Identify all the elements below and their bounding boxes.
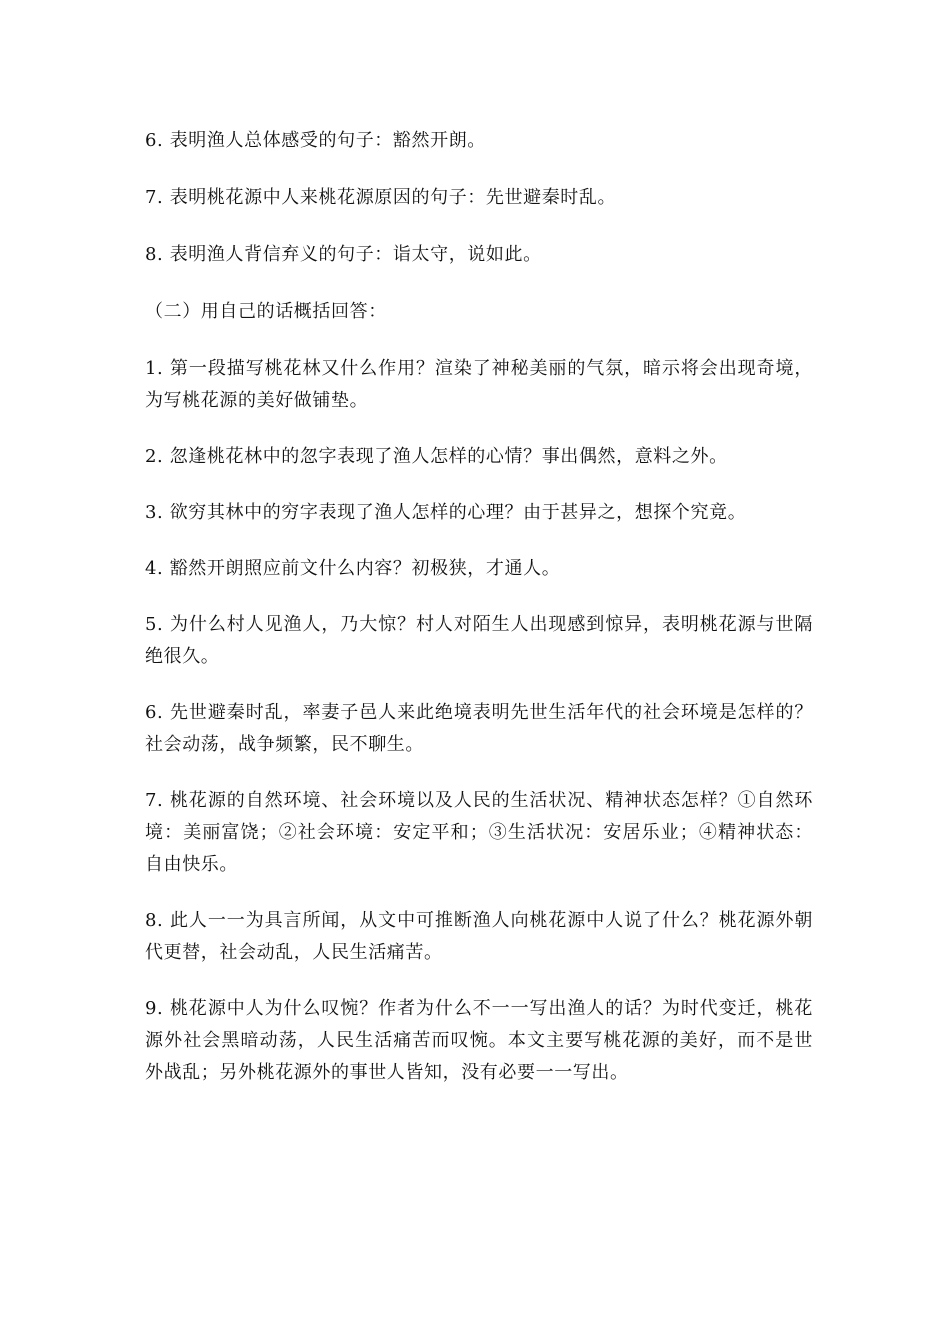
question-1: 1. 第一段描写桃花林又什么作用？渲染了神秘美丽的气氛，暗示将会出现奇境，为写桃花源的美好做铺垫。 [145,358,813,411]
question-3: 3. 欲穷其林中的穷字表现了渔人怎样的心理？由于甚异之，想探个究竟。 [145,502,747,523]
question-5: 5. 为什么村人见渔人，乃大惊？村人对陌生人出现感到惊异，表明桃花源与世隔绝很久。 [145,614,813,667]
document-body [145,125,813,1089]
question-6: 6. 先世避秦时乱，率妻子邑人来此绝境表明先世生活年代的社会环境是怎样的？社会动荡，战争频繁，民不聊生。 [145,702,813,755]
question-9: 9. 桃花源中人为什么叹惋？作者为什么不一一写出渔人的话？为时代变迁，桃花源外社会黑暗动荡，人民生活痛苦而叹惋。本文主要写桃花源的美好，而不是世外战乱；另外桃花源外的事世人皆知，没有必要一一写出。 [145,998,813,1083]
answer-7-reason: 7. 表明桃花源中人来桃花源原因的句子：先世避秦时乱。 [145,187,617,208]
question-4: 4. 豁然开朗照应前文什么内容？初极狭，才通人。 [145,558,561,579]
answer-6-feeling: 6. 表明渔人总体感受的句子：豁然开朗。 [145,130,486,151]
question-8: 8. 此人一一为具言所闻，从文中可推断渔人向桃花源中人说了什么？桃花源外朝代更替，社会动乱，人民生活痛苦。 [145,910,813,963]
question-2: 2. 忽逢桃花林中的忽字表现了渔人怎样的心情？事出偶然，意料之外。 [145,446,728,467]
section-heading: （二）用自己的话概括回答： [145,301,387,322]
answer-8-betrayal: 8. 表明渔人背信弃义的句子：诣太守，说如此。 [145,244,542,265]
question-7: 7. 桃花源的自然环境、社会环境以及人民的生活状况、精神状态怎样？①自然环境：美丽富饶；②社会环境：安定平和；③生活状况：安居乐业；④精神状态：自由快乐。 [145,790,813,875]
